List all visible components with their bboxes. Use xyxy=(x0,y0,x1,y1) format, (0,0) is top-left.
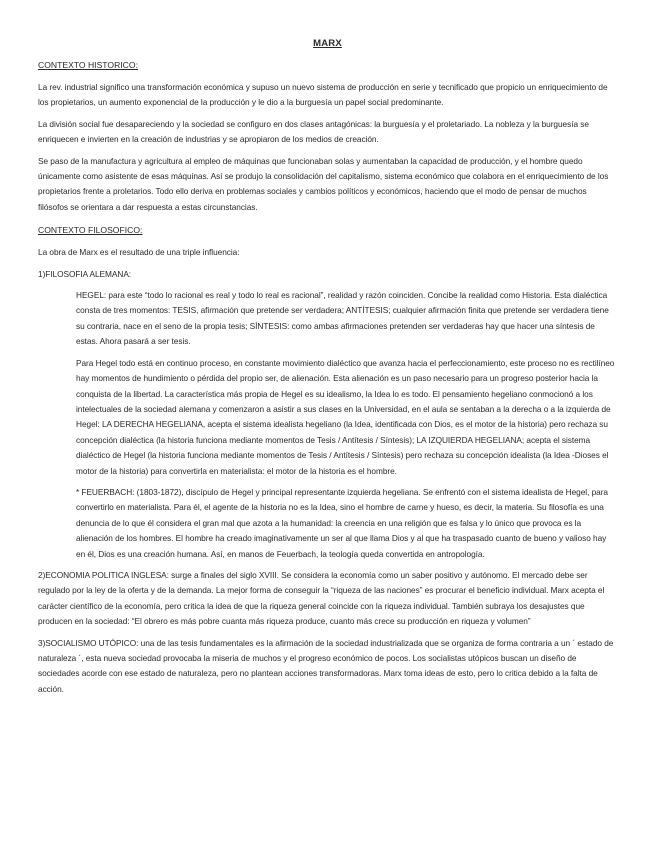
filosofico-intro: La obra de Marx es el resultado de una triple influencia: xyxy=(38,247,240,258)
historico-paragraph: La división social fue desapareciendo y la sociedad se configuro en dos clases antagónicas: la burguesía y el proletariado. La nobleza y la burguesía se enriquecen e invierten en la creación de industrias y se apropiaron de los medios de creación. xyxy=(38,118,589,145)
historico-paragraph: La rev. industrial significo una transformación económica y supuso un nuevo sistema de producción en serie y tecnificado que propicio un enriquecimiento de los propietarios, un aumento exponencial de la producción y le dio a la burguesía un papel social predominante. xyxy=(38,82,608,108)
hegel-process-paragraph: Para Hegel todo está en continuo proceso, en constante movimiento dialéctico que avanza hacia el perfeccionamiento, este proceso no es rectilíneo hay momentos de hundimiento o pérdida del propio ser, de alienación. Esta alienación es un paso necesario para un progreso posterior hacia la conquista de la libertad. La característica más propia de Hegel es su idealismo, la Idea lo es todo. El pensamiento hegeliano conmocionó a los intelectuales de la sociedad alemana y comenzaron a asistir a sus clases en la Universidad, en el aula se sentaban a la derecha o a la izquierda de Hegel: LA DERECHA HEGELIANA, acepta el sistema idealista hegeliano (la Idea, identificada con Dios, es el motor de la historia) pero rechaza su concepción dialéctica (la historia funciona mediante momentos de Tesis / Antítesis / Síntesis); LA IZQUIERDA HEGELIANA; acepta el sistema dialéctico de Hegel (la historia funciona mediante momentos de Tesis / Antítesis / Síntesis) pero rechaza su concepción idealista (la Idea -Dioses el motor de la historia) para convertirla en materialista: el motor de la historia es el hombre. xyxy=(76,357,615,476)
economia-politica-paragraph: 2)ECONOMIA POLITICA INGLESA: surge a finales del siglo XVIII. Se considera la economía como un saber positivo y autónomo. El mercado debe ser regulado por la ley de la oferta y de la demanda. La mejor forma de conseguir la “riqueza de las naciones” es procurar el beneficio individual. Marx acepta el carácter científico de la economía, pero critica la idea de que la riqueza general coincide con la riqueza individual. También subraya los desajustes que producen en la sociedad: “El obrero es más pobre cuanta más riqueza produce, cuanto más crece su producción en riqueza y volumen” xyxy=(38,569,605,627)
socialismo-utopico-paragraph: 3)SOCIALISMO UTÓPICO: una de las tesis fundamentales es la afirmación de la sociedad industrializada que se organiza de forma contraria a un ´ estado de naturaleza ´, esta nueva sociedad provocaba la miseria de muchos y el progreso económico de pocos. Los socialistas utópicos buscan un diseño de sociedades acorde con ese estado de naturaleza, pero no plantean acciones transformadoras. Marx toma ideas de esto, pero lo critica debido a la falta de acción. xyxy=(38,637,614,694)
hegel-paragraph: HEGEL: para este “todo lo racional es real y todo lo real es racional”, realidad y razón coinciden. Concibe la realidad como Historia. Esta dialéctica consta de tres momentos: TESIS, afirmación que pretende ser verdadera; ANTÍTESIS; cualquier afirmación finita que pretende ser verdadera tiene su contraria, nace en el seno de la propia tesis; SÍNTESIS: como ambas afirmaciones pretenden ser verdaderas hay que hacer una síntesis de estas. Ahora pasará a ser tesis. xyxy=(76,290,609,347)
feuerbach-paragraph: * FEUERBACH: (1803-1872), discípulo de Hegel y principal representante izquierda hegeliana. Se enfrentó con el sistema idealista de Hegel, para convertirlo en materialista. Para él, el agente de la historia no es la Idea, sino el hombre de carne y hueso, es decir, la materia. Su filosofía es una denuncia de lo que él considera el gran mal que azota a la humanidad: la creencia en una religión que es falsa y lo único que provoca es la alienación de los hombres. El hombre ha creado imaginativamente un ser al que llama Dios y al que ha traspasado cuanto de bueno y valioso hay en él, Dios es una creación humana. Así, en manos de Feuerbach, la teología queda convertida en antropología. xyxy=(76,486,608,559)
historico-paragraph: Se paso de la manufactura y agricultura al empleo de máquinas que funcionaban solas y aumentaban la capacidad de producción, y el hombre quedo únicamente como asistente de esas máquinas. Así se produjo la consolidación del capitalismo, sistema económico que colabora en el enriquecimiento de los propietarios frente a proletarios. Todo ello deriva en problemas sociales y cambios políticos y económicos, haciendo que el modo de pensar de muchos filósofos se orientara a dar respuesta a estas circunstancias. xyxy=(38,155,609,212)
filosofia-alemana-label: 1)FILOSOFIA ALEMANA: xyxy=(38,268,132,279)
section-heading-historico: CONTEXTO HISTORICO: xyxy=(38,60,138,70)
page-title: MARX xyxy=(313,38,342,49)
section-heading-filosofico: CONTEXTO FILOSOFICO: xyxy=(38,225,143,236)
